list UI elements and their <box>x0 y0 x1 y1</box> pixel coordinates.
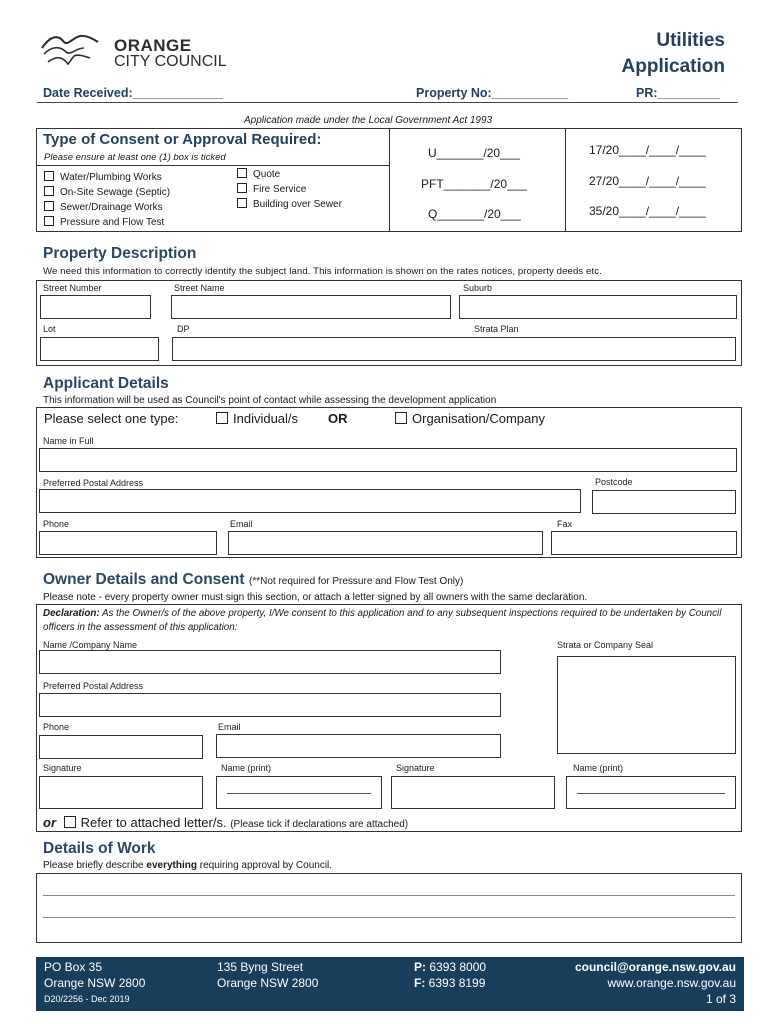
signature-label-1: Signature <box>43 763 82 773</box>
consent-title: Type of Consent or Approval Required: <box>43 131 322 148</box>
date-received-field[interactable]: Date Received:_____________ <box>43 86 223 100</box>
work-details-textarea[interactable] <box>36 873 742 943</box>
dp-strata-input[interactable] <box>172 337 736 361</box>
consent-divider-v <box>389 128 390 231</box>
option-pressure-flow[interactable]: Pressure and Flow Test <box>44 215 170 230</box>
applicant-section-title: Applicant Details <box>43 375 169 392</box>
suburb-label: Suburb <box>463 283 493 293</box>
checkbox-icon[interactable] <box>237 198 247 208</box>
name-print-label-2: Name (print) <box>573 763 624 773</box>
option-building-over-sewer[interactable]: Building over Sewer <box>237 197 342 212</box>
owner-section-title: Owner Details and Consent <box>43 571 245 588</box>
consent-options-right <box>237 167 342 212</box>
applicant-email-label: Email <box>230 519 253 529</box>
name-full-label: Name in Full <box>43 436 94 446</box>
postcode-input[interactable] <box>592 490 736 514</box>
applicant-postal-label: Preferred Postal Address <box>43 478 144 488</box>
ref-35[interactable]: 35/20____/____/____ <box>589 204 706 218</box>
checkbox-icon[interactable] <box>44 171 54 181</box>
company-seal-label: Strata or Company Seal <box>557 640 654 650</box>
applicant-phone-input[interactable] <box>39 531 217 555</box>
option-water-plumbing[interactable]: Water/Plumbing Works <box>44 170 170 185</box>
signature-input-2[interactable] <box>391 776 555 809</box>
suburb-input[interactable] <box>459 295 737 319</box>
checkbox-icon[interactable] <box>44 201 54 211</box>
owner-note: Please note - every property owner must sign this section, or attach a letter signed by all owners with the same declaration. <box>43 592 588 603</box>
checkbox-icon[interactable] <box>44 216 54 226</box>
footer-po-city: Orange NSW 2800 <box>44 976 146 990</box>
work-line-1 <box>43 895 735 896</box>
owner-postal-label: Preferred Postal Address <box>43 681 144 691</box>
name-full-input[interactable] <box>39 448 737 472</box>
applicant-phone-label: Phone <box>43 519 70 529</box>
dp-label: DP <box>177 324 190 334</box>
work-line-2 <box>43 917 735 918</box>
strata-plan-label: Strata Plan <box>474 324 519 334</box>
checkbox-icon[interactable] <box>237 183 247 193</box>
owner-email-label: Email <box>218 722 241 732</box>
option-quote[interactable]: Quote <box>237 167 342 182</box>
fax-input[interactable] <box>551 531 737 555</box>
consent-divider-h <box>37 165 389 166</box>
applicant-type-row <box>44 411 178 426</box>
work-description-text: Please briefly describe everything requiring approval by Council. <box>43 860 333 871</box>
owner-email-input[interactable] <box>216 734 501 758</box>
consent-subtitle: Please ensure at least one (1) box is ticked <box>44 152 226 163</box>
signature-input-1[interactable] <box>39 776 203 809</box>
consent-divider-v2 <box>565 128 566 231</box>
or-label: OR <box>328 411 348 426</box>
pr-field[interactable]: PR:_________ <box>636 86 721 100</box>
property-section-title: Property Description <box>43 245 197 262</box>
footer-page-number: 1 of 3 <box>705 992 736 1006</box>
applicant-postal-input[interactable] <box>39 489 581 513</box>
logo-mountain-icon <box>40 26 100 70</box>
declaration-text <box>43 607 735 635</box>
lot-label: Lot <box>43 324 56 334</box>
code-pft[interactable]: PFT_______/20___ <box>421 177 528 191</box>
code-u[interactable]: U_______/20___ <box>428 146 521 160</box>
owner-name-label: Name /Company Name <box>43 640 138 650</box>
footer <box>36 957 744 1011</box>
option-organisation[interactable]: Organisation/Company <box>395 411 545 426</box>
page-title-line1: Utilities <box>656 30 725 51</box>
logo-text-city-council: CITY COUNCIL <box>114 53 227 70</box>
act-note: Application made under the Local Government Act 1993 <box>244 115 493 126</box>
name-print-underline-1 <box>227 793 371 794</box>
owner-title-note: (**Not required for Pressure and Flow Test Only) <box>249 576 464 587</box>
ref-17[interactable]: 17/20____/____/____ <box>589 143 706 157</box>
refer-attached-row[interactable] <box>43 815 408 830</box>
property-description-text: We need this information to correctly identify the subject land. This information is shown on the rates notices, property deeds etc. <box>43 266 602 277</box>
owner-phone-label: Phone <box>43 722 70 732</box>
name-print-underline-2 <box>577 793 725 794</box>
owner-section-heading <box>43 571 463 589</box>
logo-text-orange: ORANGE <box>114 36 192 55</box>
footer-email-link[interactable]: council@orange.nsw.gov.au <box>574 960 736 974</box>
checkbox-icon[interactable] <box>237 168 247 178</box>
applicant-email-input[interactable] <box>228 531 543 555</box>
footer-street-city: Orange NSW 2800 <box>217 976 319 990</box>
applicant-description-text: This information will be used as Council's point of contact while assessing the development application <box>43 395 497 406</box>
footer-street: 135 Byng Street <box>217 960 304 974</box>
council-logo <box>40 26 100 70</box>
footer-doc-ref: D20/2256 - Dec 2019 <box>44 994 130 1004</box>
work-section-title: Details of Work <box>43 840 156 857</box>
footer-web-link[interactable]: www.orange.nsw.gov.au <box>607 976 736 990</box>
owner-postal-input[interactable] <box>39 693 501 717</box>
street-name-label: Street Name <box>174 283 225 293</box>
signature-label-2: Signature <box>396 763 435 773</box>
ref-27[interactable]: 27/20____/____/____ <box>589 174 706 188</box>
header-divider <box>37 102 738 103</box>
postcode-label: Postcode <box>595 477 633 487</box>
name-print-input-1[interactable] <box>216 776 382 809</box>
option-onsite-sewage[interactable]: On-Site Sewage (Septic) <box>44 185 170 200</box>
select-type-label: Please select one type: <box>44 411 179 426</box>
owner-phone-input[interactable] <box>39 735 203 759</box>
checkbox-icon[interactable] <box>216 412 228 424</box>
option-individual[interactable]: Individual/s <box>216 411 298 426</box>
street-number-input[interactable] <box>40 295 151 319</box>
footer-phone: P: 6393 8000 <box>414 960 487 974</box>
checkbox-icon[interactable] <box>44 186 54 196</box>
footer-po-box: PO Box 35 <box>44 960 103 974</box>
checkbox-icon[interactable] <box>64 816 76 828</box>
owner-name-input[interactable] <box>39 650 501 674</box>
footer-fax: F: 6393 8199 <box>414 976 486 990</box>
name-print-label-1: Name (print) <box>221 763 272 773</box>
name-print-input-2[interactable] <box>566 776 736 809</box>
declaration-body: As the Owner/s of the above property, I/We consent to this application and to any subsequent inspections required to be undertaken by Council officers in the assessment of this application: <box>43 608 722 633</box>
consent-options-left <box>44 170 170 230</box>
lot-input[interactable] <box>40 337 159 361</box>
code-q[interactable]: Q_______/20___ <box>428 207 521 221</box>
option-sewer-drainage[interactable]: Sewer/Drainage Works <box>44 200 170 215</box>
fax-label: Fax <box>557 519 573 529</box>
or-refer-label: or <box>43 815 56 830</box>
company-seal-box[interactable] <box>557 656 736 754</box>
checkbox-icon[interactable] <box>395 412 407 424</box>
property-no-field[interactable]: Property No:___________ <box>416 86 569 100</box>
refer-attached-note: (Please tick if declarations are attached) <box>230 819 409 830</box>
street-number-label: Street Number <box>43 283 102 293</box>
option-fire-service[interactable]: Fire Service <box>237 182 342 197</box>
page-title-line2: Application <box>621 56 725 77</box>
declaration-label: Declaration: <box>43 608 100 619</box>
street-name-input[interactable] <box>171 295 451 319</box>
refer-attached-label: Refer to attached letter/s. <box>80 815 227 830</box>
